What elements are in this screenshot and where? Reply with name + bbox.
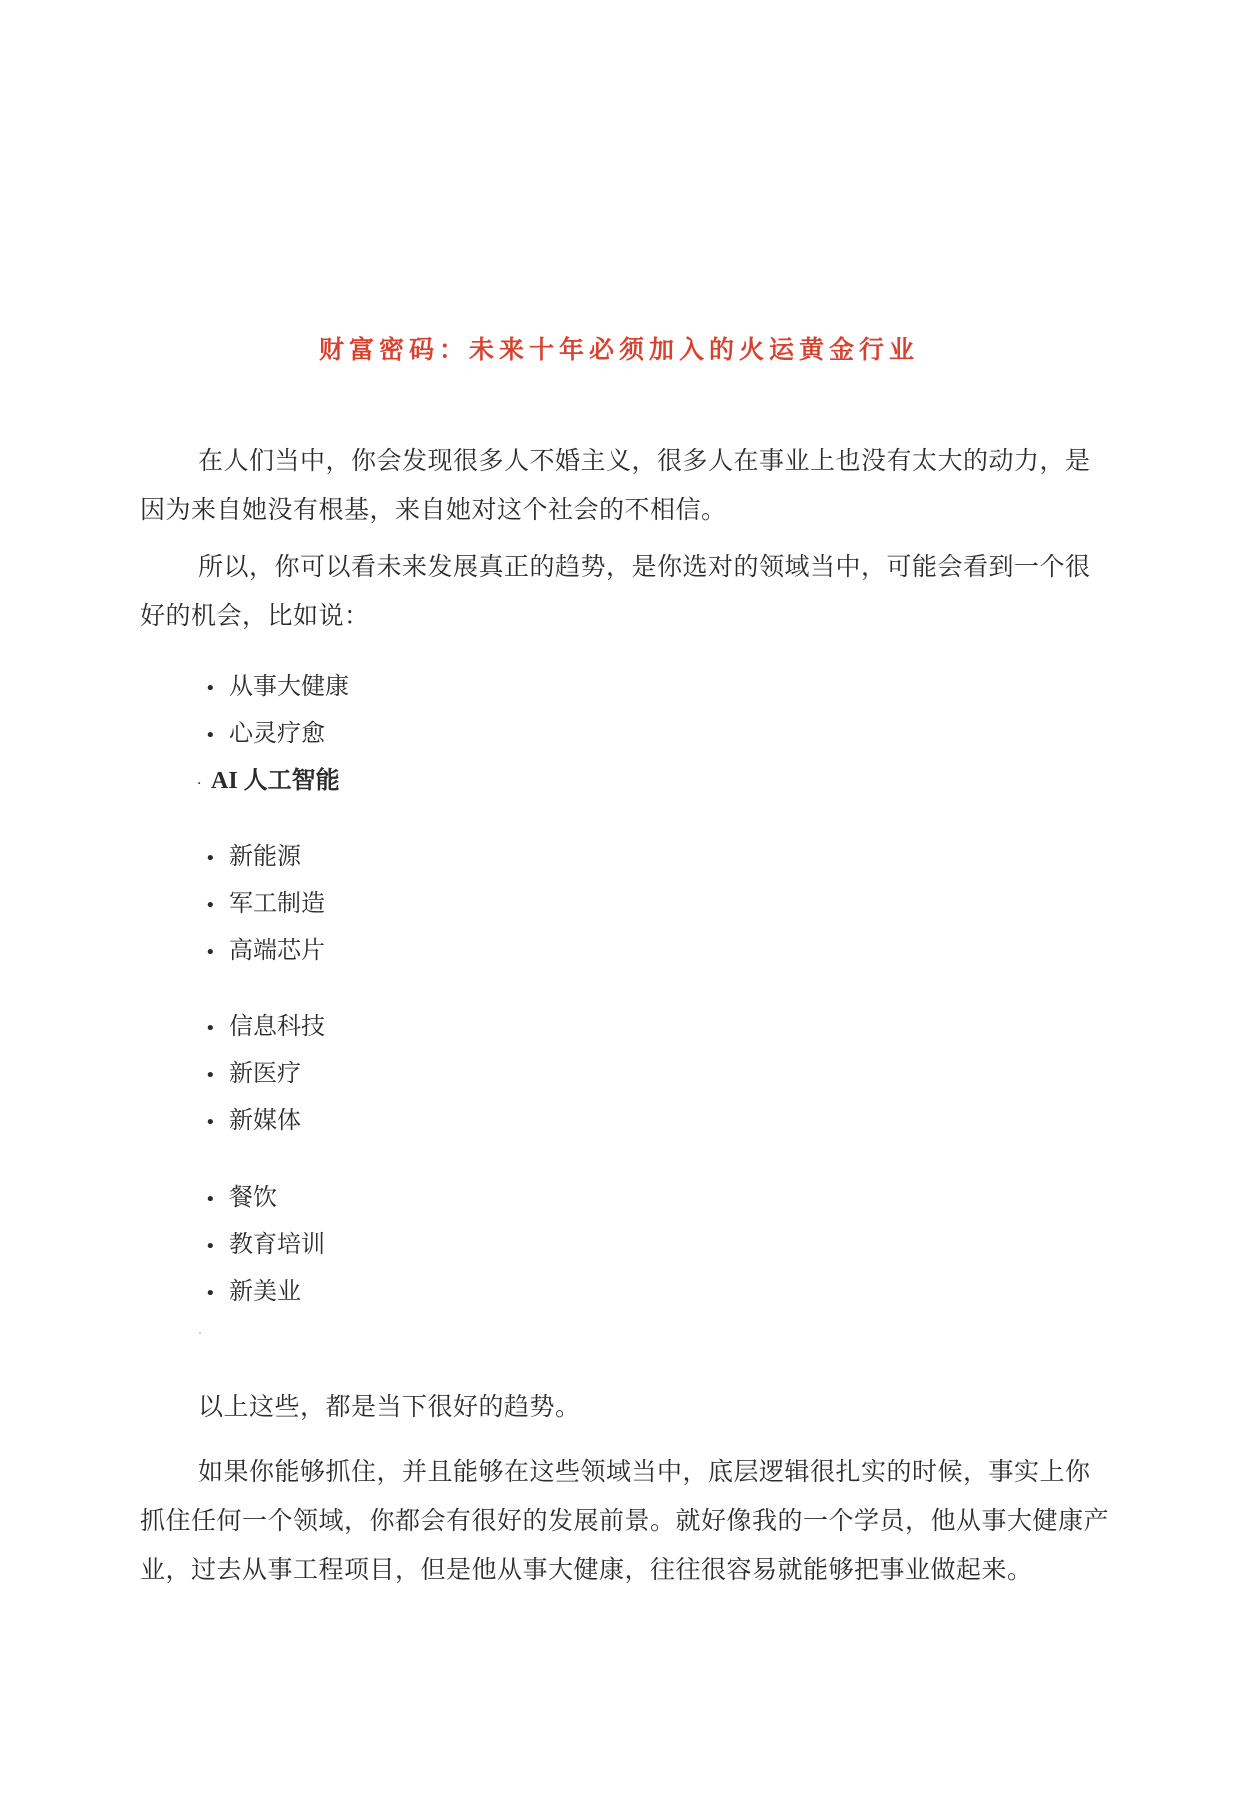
- list-item: • 新媒体: [205, 1097, 325, 1144]
- list-item: • 新美业: [205, 1268, 325, 1315]
- list-item: • 军工制造: [205, 880, 325, 927]
- list-item: • 信息科技: [205, 1003, 325, 1050]
- paragraph-summary: 以上这些，都是当下很好的趋势。: [198, 1392, 581, 1421]
- paragraph-example: 如果你能够抓住，并且能够在这些领域当中，底层逻辑很扎实的时候，事实上你抓住任何一个领域，你都会有很好的发展前景。就好像我的一个学员，他从事大健康产业，过去从事工程项目，但是他从事大健康，往往很容易就能够把事业做起来。: [140, 1457, 1110, 1584]
- bullet-icon: •: [205, 725, 216, 746]
- list-item: • 新能源: [205, 833, 325, 880]
- list-item: • 从事大健康: [205, 663, 349, 710]
- industry-list-group-3: [205, 1003, 325, 1144]
- scan-speck: [199, 1332, 201, 1334]
- paragraph-trends: 所以，你可以看未来发展真正的趋势，是你选对的领域当中，可能会看到一个很好的机会，比如说：: [140, 552, 1091, 630]
- industry-list-group-2: [205, 833, 325, 974]
- industry-list-group-1: [197, 663, 349, 804]
- bullet-icon: •: [205, 848, 216, 869]
- list-item: • 教育培训: [205, 1221, 325, 1268]
- list-item-ai: · AI 人工智能: [197, 757, 349, 804]
- bullet-icon: •: [205, 678, 216, 699]
- bullet-icon: •: [205, 1018, 216, 1039]
- list-item: • 餐饮: [205, 1174, 325, 1221]
- list-item: • 心灵疗愈: [205, 710, 349, 757]
- bullet-icon: •: [205, 1236, 216, 1257]
- paragraph-intro: 在人们当中，你会发现很多人不婚主义，很多人在事业上也没有太大的动力，是因为来自她没有根基，来自她对这个社会的不相信。: [140, 446, 1091, 524]
- list-item: • 高端芯片: [205, 927, 325, 974]
- bullet-icon: •: [205, 1283, 216, 1304]
- bullet-icon: •: [205, 895, 216, 916]
- bullet-icon: •: [205, 1112, 216, 1133]
- bullet-icon: •: [205, 1189, 216, 1210]
- industry-list-group-4: [205, 1174, 325, 1315]
- bullet-icon: •: [205, 942, 216, 963]
- bullet-icon: •: [205, 1065, 216, 1086]
- page-title: 财富密码：未来十年必须加入的火运黄金行业: [318, 335, 919, 364]
- bullet-icon: ·: [197, 776, 202, 792]
- list-item: • 新医疗: [205, 1050, 325, 1097]
